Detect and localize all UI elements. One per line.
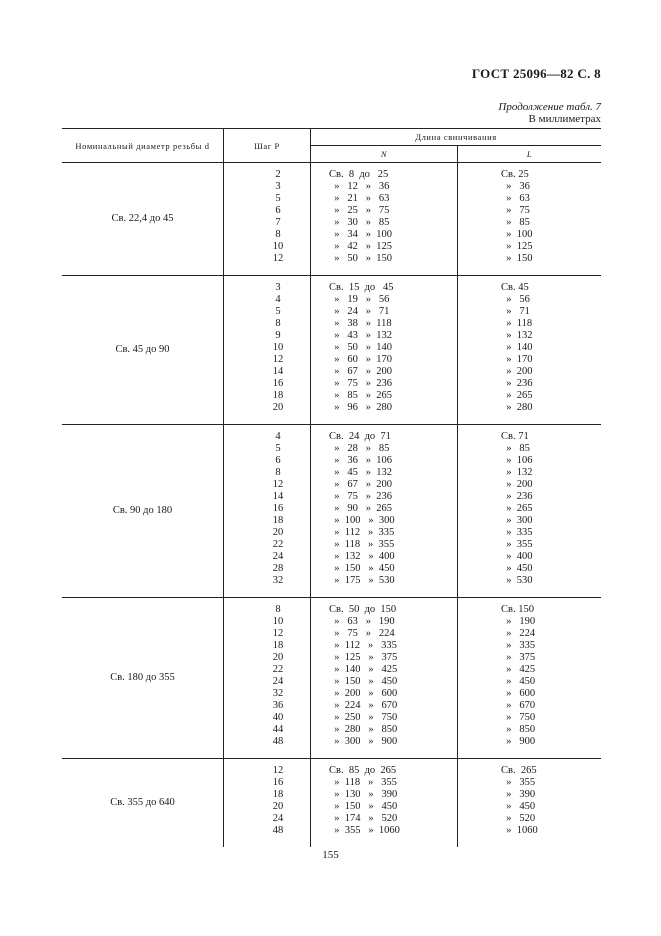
length-l-value: » 200	[501, 479, 533, 490]
pitch-value: 18	[272, 515, 284, 526]
length-n-value: » 150 » 450	[329, 676, 398, 687]
length-n-value: » 21 » 63	[329, 193, 390, 204]
length-n-value: » 38 » 118	[329, 318, 392, 329]
length-n-value: » 150 » 450	[329, 801, 398, 812]
pitch-value: 14	[272, 366, 284, 377]
length-l-value: » 1060	[501, 825, 538, 836]
length-l-value: » 600	[501, 688, 536, 699]
length-n-value: » 118 » 355	[329, 539, 395, 550]
length-n-value: » 50 » 150	[329, 253, 392, 264]
pitch-value: 18	[272, 640, 284, 651]
pitch-value: 5	[275, 306, 281, 317]
length-n-value: » 67 » 200	[329, 366, 392, 377]
length-l-value: » 85	[501, 217, 530, 228]
length-n-value: » 224 » 670	[329, 700, 398, 711]
length-n-value: » 174 » 520	[329, 813, 398, 824]
length-n-value: » 125 » 375	[329, 652, 398, 663]
table-row-group	[62, 425, 601, 598]
length-l-value: » 200	[501, 366, 533, 377]
length-l-value: » 280	[501, 402, 533, 413]
nominal-diameter-cell: Св. 22,4 до 45	[62, 163, 224, 276]
column-header-pitch: Шаг P	[224, 129, 311, 163]
length-l-value: » 400	[501, 551, 533, 562]
pitch-value: 22	[272, 664, 284, 675]
length-l-value: » 100	[501, 229, 533, 240]
length-n-value: Св. 24 до 71	[329, 431, 391, 442]
length-l-value: » 425	[501, 664, 536, 675]
length-l-value: » 850	[501, 724, 536, 735]
pitch-value: 22	[272, 539, 284, 550]
pitch-value: 14	[272, 491, 284, 502]
pitch-value: 12	[272, 479, 284, 490]
pitch-value: 8	[275, 318, 281, 329]
length-l-value: » 170	[501, 354, 533, 365]
length-n-value: » 42 » 125	[329, 241, 392, 252]
pitch-value: 6	[275, 455, 281, 466]
length-n-cell	[311, 163, 458, 276]
length-l-value: » 450	[501, 676, 536, 687]
pitch-value: 2	[275, 169, 281, 180]
length-l-value: » 236	[501, 378, 533, 389]
pitch-value: 18	[272, 789, 284, 800]
pitch-value: 24	[272, 551, 284, 562]
pitch-value: 24	[272, 813, 284, 824]
pitch-cell	[224, 598, 311, 759]
pitch-value: 7	[275, 217, 281, 228]
length-n-value: » 96 » 280	[329, 402, 392, 413]
pitch-value: 44	[272, 724, 284, 735]
length-n-value: Св. 15 до 45	[329, 282, 394, 293]
length-l-cell	[458, 425, 602, 598]
length-n-value: » 30 » 85	[329, 217, 390, 228]
length-n-cell	[311, 276, 458, 425]
nominal-diameter-cell: Св. 180 до 355	[62, 598, 224, 759]
length-n-value: » 25 » 75	[329, 205, 390, 216]
table-row-group	[62, 276, 601, 425]
length-l-value: » 450	[501, 801, 536, 812]
length-l-value: » 56	[501, 294, 530, 305]
length-l-value: » 900	[501, 736, 536, 747]
length-n-value: » 130 » 390	[329, 789, 398, 800]
pitch-value: 28	[272, 563, 284, 574]
length-n-value: » 85 » 265	[329, 390, 392, 401]
length-n-value: » 45 » 132	[329, 467, 392, 478]
pitch-value: 12	[272, 354, 284, 365]
length-l-value: » 224	[501, 628, 536, 639]
pitch-value: 10	[272, 241, 284, 252]
length-n-value: » 67 » 200	[329, 479, 392, 490]
length-l-value: » 375	[501, 652, 536, 663]
length-n-value: » 112 » 335	[329, 640, 397, 651]
pitch-value: 5	[275, 193, 281, 204]
length-l-value: » 300	[501, 515, 533, 526]
pitch-value: 12	[272, 628, 284, 639]
pitch-value: 20	[272, 527, 284, 538]
length-l-value: » 750	[501, 712, 536, 723]
pitch-value: 20	[272, 652, 284, 663]
length-n-value: » 250 » 750	[329, 712, 398, 723]
length-l-value: Св. 71	[501, 431, 529, 442]
length-l-value: » 520	[501, 813, 536, 824]
length-l-value: » 106	[501, 455, 533, 466]
length-l-value: » 450	[501, 563, 533, 574]
length-l-value: » 125	[501, 241, 533, 252]
length-n-value: » 118 » 355	[329, 777, 397, 788]
length-n-value: » 43 » 132	[329, 330, 392, 341]
length-l-value: » 670	[501, 700, 536, 711]
length-n-value: » 28 » 85	[329, 443, 390, 454]
length-n-value: Св. 8 до 25	[329, 169, 389, 180]
length-n-value: » 19 » 56	[329, 294, 390, 305]
length-l-value: » 132	[501, 467, 533, 478]
pitch-value: 10	[272, 342, 284, 353]
pitch-cell	[224, 163, 311, 276]
column-header-l: L	[458, 146, 602, 163]
length-l-value: » 265	[501, 390, 533, 401]
length-l-value: » 150	[501, 253, 533, 264]
pitch-value: 8	[275, 467, 281, 478]
pitch-value: 40	[272, 712, 284, 723]
length-n-value: » 34 » 100	[329, 229, 392, 240]
document-reference: ГОСТ 25096—82 С. 8	[471, 66, 601, 81]
length-l-cell	[458, 598, 602, 759]
pitch-value: 36	[272, 700, 284, 711]
table-continuation-note: Продолжение табл. 7	[498, 101, 601, 113]
length-n-value: » 24 » 71	[329, 306, 390, 317]
length-n-value: » 150 » 450	[329, 563, 395, 574]
length-n-value: » 90 » 265	[329, 503, 392, 514]
pitch-value: 5	[275, 443, 281, 454]
nominal-diameter-cell: Св. 45 до 90	[62, 276, 224, 425]
length-l-cell	[458, 163, 602, 276]
length-n-value: » 63 » 190	[329, 616, 395, 627]
length-l-value: » 85	[501, 443, 530, 454]
pitch-value: 4	[275, 431, 281, 442]
column-header-diameter: Номинальный диаметр резьбы d	[62, 129, 224, 163]
pitch-value: 8	[275, 229, 281, 240]
length-l-value: » 355	[501, 539, 533, 550]
pitch-value: 3	[275, 181, 281, 192]
pitch-value: 12	[272, 765, 284, 776]
pitch-value: 18	[272, 390, 284, 401]
length-l-cell	[458, 276, 602, 425]
length-l-value: » 190	[501, 616, 536, 627]
length-l-value: » 71	[501, 306, 530, 317]
table-row-group	[62, 163, 601, 276]
pitch-value: 32	[272, 688, 284, 699]
pitch-value: 6	[275, 205, 281, 216]
nominal-diameter-cell: Св. 90 до 180	[62, 425, 224, 598]
length-l-value: » 75	[501, 205, 530, 216]
pitch-value: 16	[272, 777, 284, 788]
length-n-value: » 75 » 224	[329, 628, 395, 639]
length-n-value: Св. 50 до 150	[329, 604, 397, 615]
pitch-value: 20	[272, 801, 284, 812]
length-l-value: Св. 150	[501, 604, 534, 615]
length-l-value: » 140	[501, 342, 533, 353]
pitch-value: 16	[272, 503, 284, 514]
table-row-group	[62, 598, 601, 759]
length-n-value: » 60 » 170	[329, 354, 392, 365]
length-l-value: » 118	[501, 318, 533, 329]
length-n-value: » 50 » 140	[329, 342, 392, 353]
page-number: 155	[322, 849, 339, 861]
length-n-value: » 355 » 1060	[329, 825, 400, 836]
pitch-cell	[224, 425, 311, 598]
length-n-value: » 200 » 600	[329, 688, 398, 699]
length-n-value: » 100 » 300	[329, 515, 395, 526]
pitch-value: 32	[272, 575, 284, 586]
length-l-value: Св. 45	[501, 282, 529, 293]
length-n-value: » 36 » 106	[329, 455, 392, 466]
length-n-cell	[311, 759, 458, 848]
length-n-value: Св. 85 до 265	[329, 765, 397, 776]
pitch-value: 20	[272, 402, 284, 413]
length-n-value: » 175 » 530	[329, 575, 395, 586]
nominal-diameter-cell: Св. 355 до 640	[110, 797, 175, 808]
length-l-value: » 530	[501, 575, 533, 586]
pitch-value: 9	[275, 330, 281, 341]
length-n-value: » 280 » 850	[329, 724, 398, 735]
pitch-value: 3	[275, 282, 281, 293]
pitch-value: 48	[272, 825, 284, 836]
length-l-cell	[458, 759, 602, 848]
length-n-value: » 75 » 236	[329, 491, 392, 502]
pitch-value: 4	[275, 294, 281, 305]
length-n-value: » 300 » 900	[329, 736, 398, 747]
length-n-value: » 12 » 36	[329, 181, 390, 192]
length-l-value: » 132	[501, 330, 533, 341]
column-header-length: Длина свинчивания	[311, 129, 602, 146]
units-note: В миллиметрах	[528, 113, 601, 125]
length-l-value: » 335	[501, 640, 536, 651]
length-l-value: » 63	[501, 193, 530, 204]
pitch-value: 16	[272, 378, 284, 389]
length-n-value: » 140 » 425	[329, 664, 398, 675]
length-l-value: » 335	[501, 527, 533, 538]
table-row-group	[62, 759, 601, 848]
length-n-cell	[311, 598, 458, 759]
length-n-cell	[311, 425, 458, 598]
length-l-value: » 236	[501, 491, 533, 502]
length-l-value: » 355	[501, 777, 536, 788]
length-l-value: » 390	[501, 789, 536, 800]
thread-length-table	[62, 128, 601, 847]
pitch-value: 10	[272, 616, 284, 627]
pitch-value: 12	[272, 253, 284, 264]
length-l-value: » 265	[501, 503, 533, 514]
length-l-value: Св. 265	[501, 765, 537, 776]
pitch-value: 8	[275, 604, 281, 615]
pitch-value: 48	[272, 736, 284, 747]
column-header-n: N	[311, 146, 458, 163]
length-n-value: » 112 » 335	[329, 527, 395, 538]
length-n-value: » 132 » 400	[329, 551, 395, 562]
pitch-cell	[224, 276, 311, 425]
length-l-value: » 36	[501, 181, 530, 192]
pitch-value: 24	[272, 676, 284, 687]
length-l-value: Св. 25	[501, 169, 529, 180]
length-n-value: » 75 » 236	[329, 378, 392, 389]
pitch-cell	[224, 759, 311, 848]
